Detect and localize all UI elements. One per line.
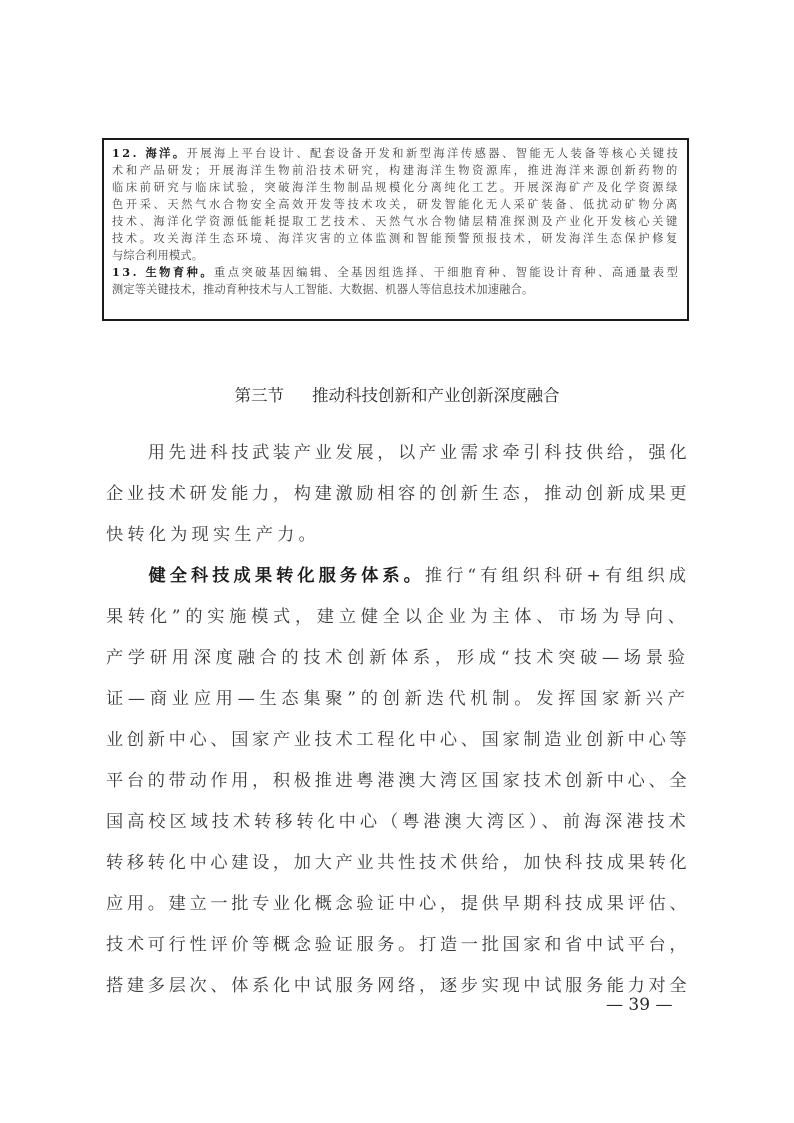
body-line [106, 720, 690, 761]
body-line-text: 快转化为现实生产力。 [106, 525, 320, 545]
body-line-text: 产学研用深度融合的技术创新体系，形成“技术突破—场景验 [106, 648, 690, 668]
box-item-heading: 12. 海洋。 [112, 146, 187, 160]
box-line-text: 重点突破基因编辑、全基因组选择、干细胞育种、智能设计育种、高通量表型 [214, 266, 681, 279]
body-line [106, 966, 690, 1007]
body-line-text: 企业技术研发能力，构建激励相容的创新生态，推动创新成果更 [106, 484, 691, 504]
section-heading [0, 382, 794, 406]
box-line [112, 145, 680, 162]
box-line-text: 技术。攻关海洋生态环境、海洋灾害的立体监测和智能预警预报技术，研发海洋生态保护修复 [112, 232, 680, 245]
box-line [112, 264, 680, 281]
body-line [106, 761, 690, 802]
section-number: 第三节 [234, 386, 284, 405]
body-line-text: 平台的带动作用，积极推进粤港澳大湾区国家技术创新中心、全 [106, 771, 691, 791]
body-line-text: 用先进科技武装产业发展，以产业需求牵引科技供给，强化 [106, 443, 691, 463]
body-line [106, 925, 690, 966]
body-line-text: 技术可行性评价等概念验证服务。打造一批国家和省中试平台， [106, 935, 691, 955]
body-line [106, 884, 690, 925]
box-line [112, 230, 680, 247]
body-line-text: 业创新中心、国家产业技术工程化中心、国家制造业创新中心等 [106, 730, 691, 750]
box-item-heading: 13. 生物育种。 [112, 265, 215, 279]
box-line [112, 196, 680, 213]
body-line [106, 556, 690, 597]
box-line-text: 开展海上平台设计、配套设备开发和新型海洋传感器、智能无人装备等核心关键技 [186, 147, 681, 160]
body-line [106, 597, 690, 638]
body-line [106, 515, 320, 556]
body-line [106, 679, 690, 720]
box-line [112, 281, 533, 298]
box-line [112, 162, 680, 179]
body-line-text: 推行“有组织科研+有组织成 [424, 566, 691, 586]
body-line-text: 转移转化中心建设，加大产业共性技术供给，加快科技成果转化 [106, 853, 691, 873]
box-line [112, 213, 680, 230]
body-line-text: 应用。建立一批专业化概念验证中心，提供早期科技成果评估、 [106, 894, 691, 914]
paragraph-heading: 健全科技成果转化服务体系。 [106, 566, 425, 586]
box-line [112, 179, 680, 196]
page-number: — 39 — [606, 995, 673, 1015]
section-title: 推动科技创新和产业创新深度融合 [312, 386, 560, 405]
body-line-text: 果转化”的实施模式，建立健全以企业为主体、市场为导向、 [106, 607, 690, 627]
body-line [106, 474, 690, 515]
box-line-text: 术和产品研发；开展海洋生物前沿技术研究，构建海洋生物资源库，推进海洋来源创新药物的 [112, 164, 680, 177]
body-line [106, 843, 690, 884]
body-line [106, 802, 690, 843]
body-line-text: 国高校区域技术转移转化中心（粤港澳大湾区）、前海深港技术 [106, 812, 690, 832]
box-line-text: 色开采、天然气水合物安全高效开发等技术攻关，研发智能化无人采矿装备、低扰动矿物分离 [112, 198, 680, 211]
body-line [106, 638, 690, 679]
body-line [106, 433, 690, 474]
box-line-text: 与综合利用模式。 [112, 249, 204, 262]
box-line-text: 技术、海洋化学资源低能耗提取工艺技术、天然气水合物储层精准探测及产业化开发核心关键 [112, 215, 680, 228]
body-line-text: 证—商业应用—生态集聚”的创新迭代机制。发挥国家新兴产 [106, 689, 690, 709]
box-line-text: 测定等关键技术，推动育种技术与人工智能、大数据、机器人等信息技术加速融合。 [112, 283, 534, 296]
highlight-box [102, 138, 689, 321]
body-line-text: 搭建多层次、体系化中试服务网络，逐步实现中试服务能力对全 [106, 976, 691, 996]
box-line-text: 临床前研究与临床试验，突破海洋生物制品规模化分离纯化工艺。开展深海矿产及化学资源绿 [112, 181, 680, 194]
box-line [112, 247, 203, 264]
